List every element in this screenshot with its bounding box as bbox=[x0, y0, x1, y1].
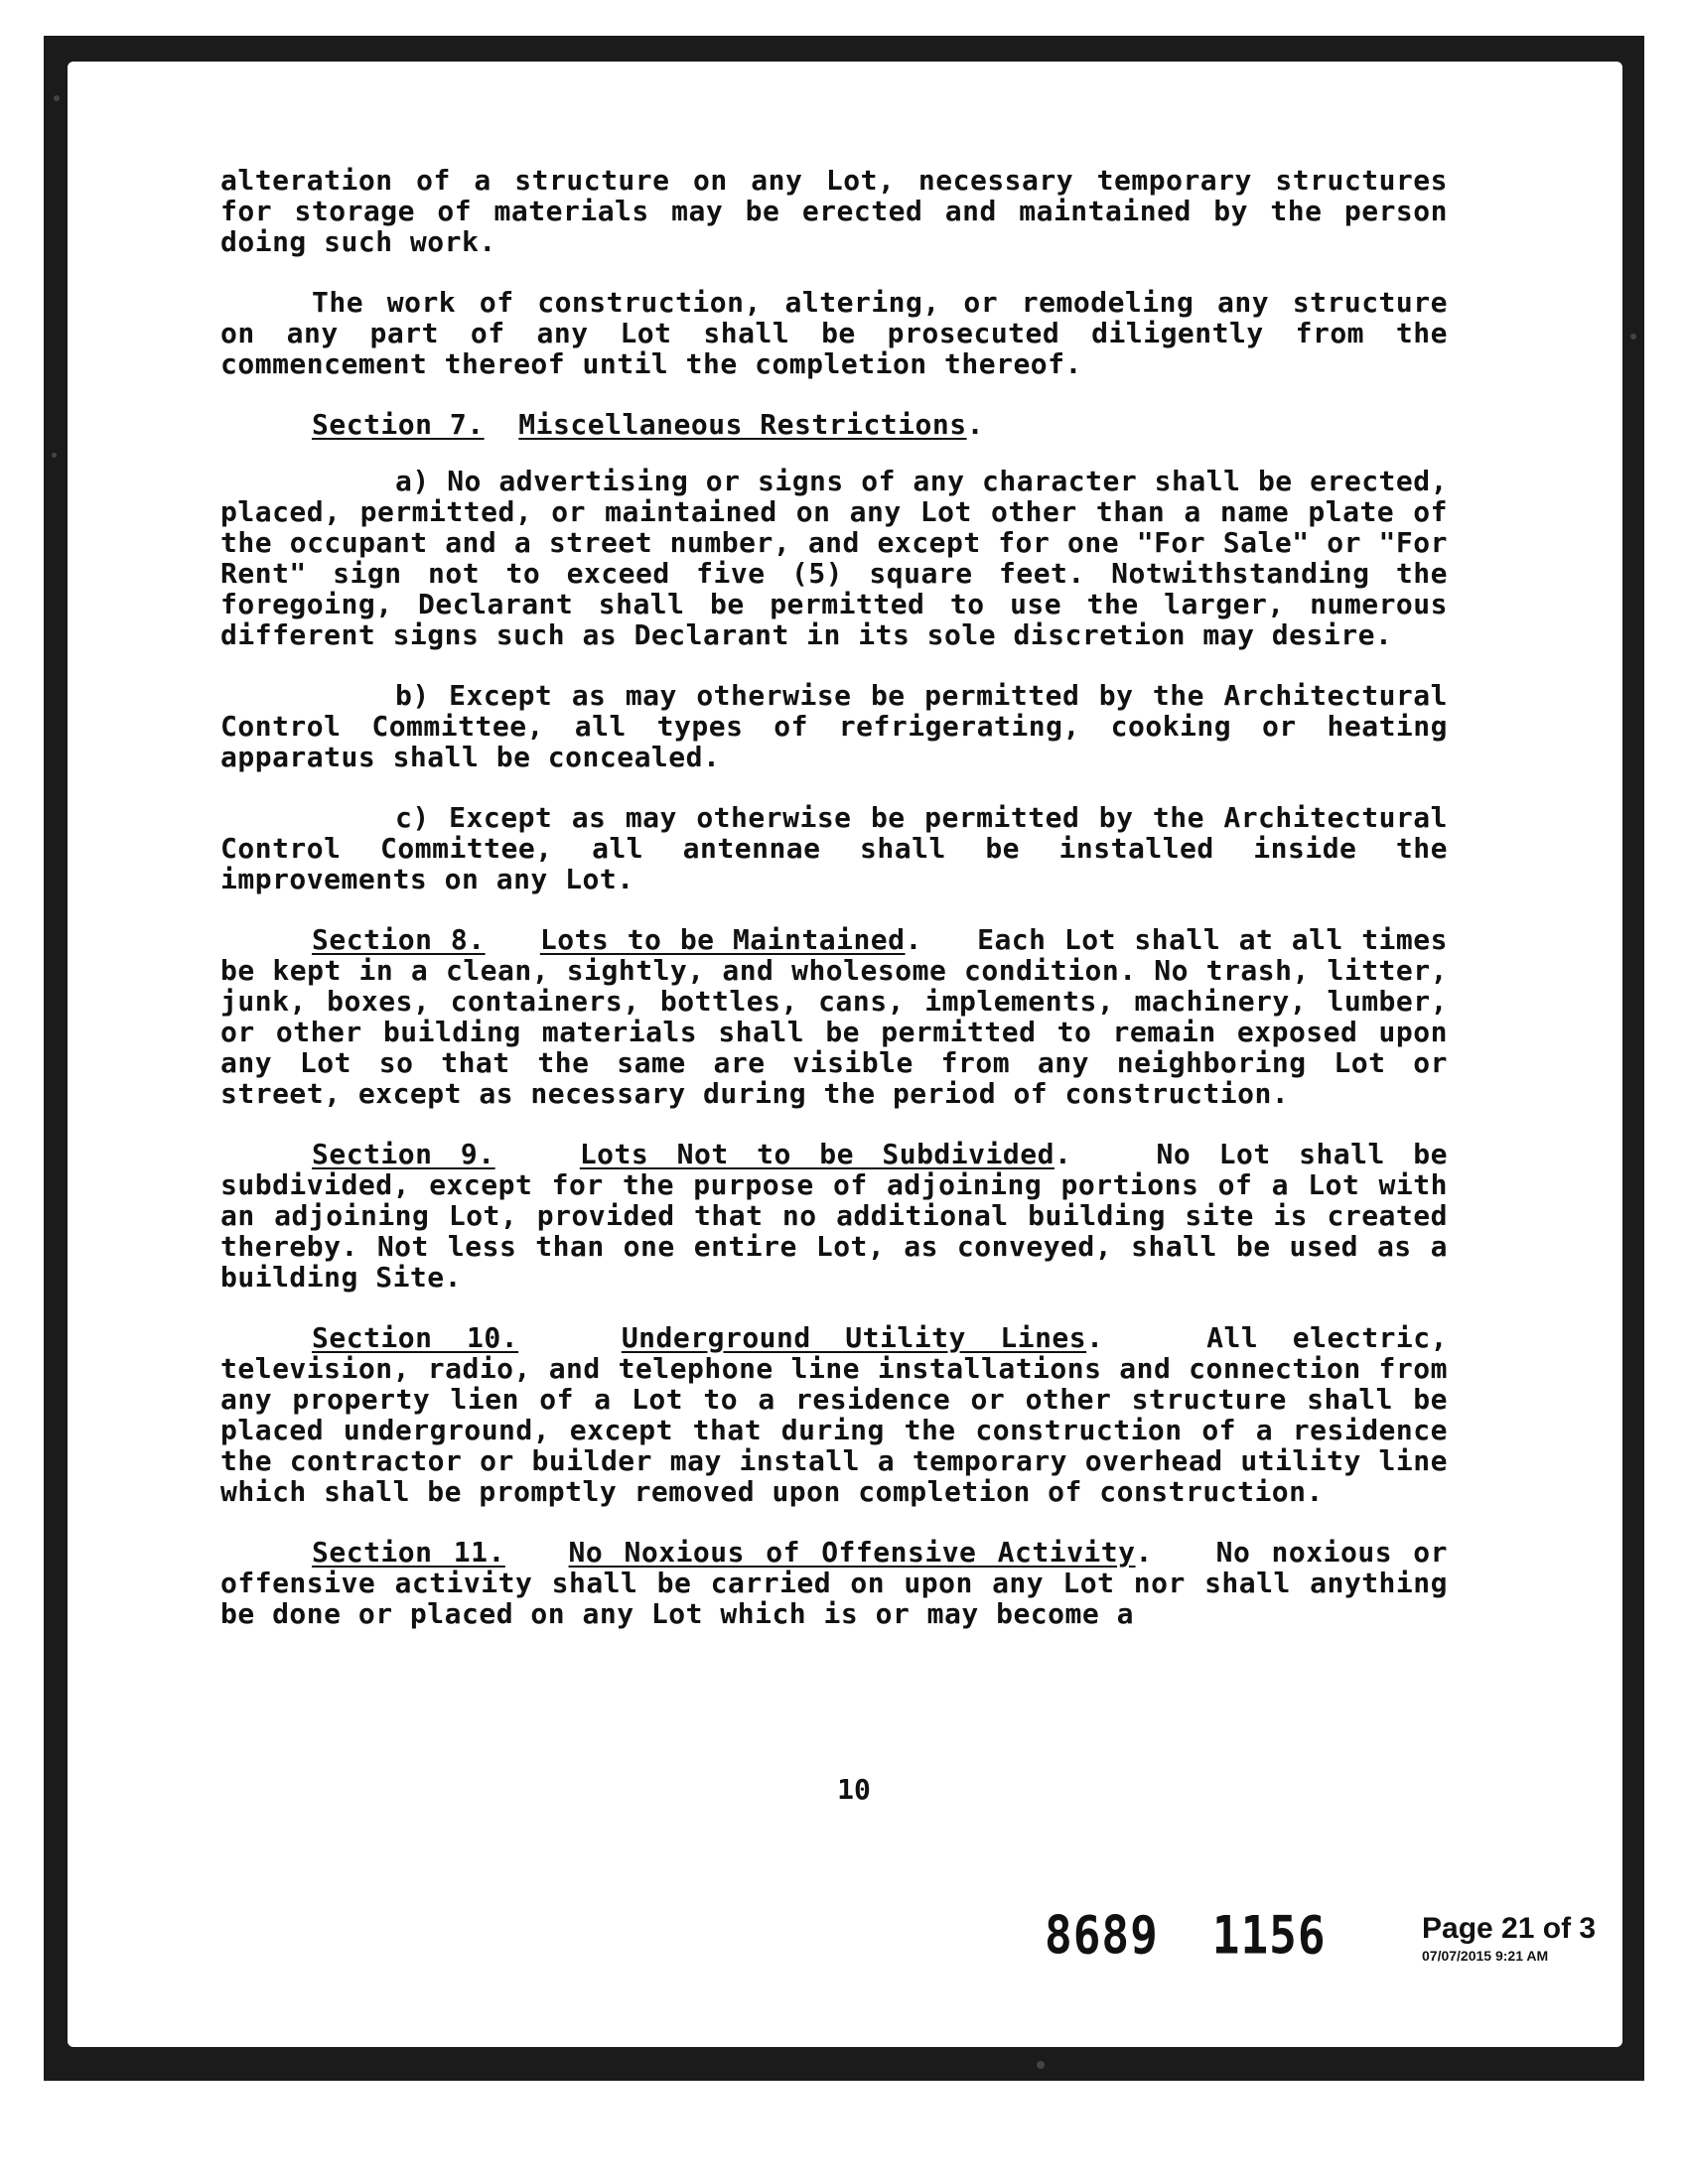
section-9: Section 9. Lots Not to be Subdivided. No Lot shall be subdivided, except for the purpose of adjoining portions of a Lot with an adjoining Lot, provided that no additional building site is created thereby. Not less than one entire Lot, as conveyed, shall be used as a building Site. bbox=[220, 1138, 1448, 1294]
section-8-body: Each Lot shall at all times be kept in a clean, sightly, and wholesome condition. No trash, litter, junk, boxes, containers, bottles, cans, implements, machinery, lumber, or other building materials shall be permitted to remain exposed upon any Lot so that the same are visible from any neighboring Lot or street, except as necessary during the period of construction. bbox=[220, 923, 1448, 1110]
recording-page: 1156 bbox=[1211, 1904, 1327, 1967]
section-8-title: Lots to be Maintained bbox=[539, 923, 906, 956]
recording-book: 8689 bbox=[1045, 1904, 1159, 1967]
recording-book-page bbox=[1045, 1904, 1380, 1966]
paragraph-alteration: alteration of a structure on any Lot, necessary temporary structures for storage of materials may be erected and maintained by the person doing such work. bbox=[220, 164, 1448, 258]
section-7-number: Section 7. bbox=[312, 408, 485, 441]
page-number: 10 bbox=[837, 1773, 871, 1806]
section-9-title: Lots Not to be Subdivided bbox=[579, 1138, 1055, 1170]
section-11-body: No noxious or offensive activity shall be carried on upon any Lot nor shall anything be done or placed on any Lot which is or may become a bbox=[220, 1536, 1449, 1630]
recording-stamp bbox=[1422, 1912, 1596, 1964]
section-8-number: Section 8. bbox=[312, 923, 486, 956]
stamp-timestamp: 07/07/2015 9:21 AM bbox=[1422, 1948, 1549, 1964]
section-11-number: Section 11. bbox=[312, 1536, 505, 1569]
section-10: Section 10. Underground Utility Lines. All electric, television, radio, and telephone line installations and connection from any property lien of a Lot to a residence or other structure shall be placed underground, except that during the construction of a residence the contractor or builder may install a temporary overhead utility line which shall be promptly removed upon completion of construction. bbox=[220, 1321, 1448, 1508]
section-7-heading: Section 7. Miscellaneous Restrictions. bbox=[312, 408, 984, 441]
section-10-title: Underground Utility Lines bbox=[621, 1321, 1087, 1354]
section-10-number: Section 10. bbox=[312, 1321, 519, 1354]
section-7-title: Miscellaneous Restrictions bbox=[518, 408, 967, 441]
section-9-number: Section 9. bbox=[312, 1138, 495, 1170]
document-body bbox=[220, 165, 1448, 1659]
section-11: Section 11. No Noxious of Offensive Activity. No noxious or offensive activity shall be carried on upon any Lot nor shall anything be done or placed on any Lot which is or may become a bbox=[220, 1536, 1449, 1630]
section-9-body: No Lot shall be subdivided, except for the purpose of adjoining portions of a Lot with an adjoining Lot, provided that no additional building site is created thereby. Not less than one entire Lot, as conveyed, shall be used as a building Site. bbox=[220, 1138, 1448, 1294]
section-7-item-a: a) No advertising or signs of any character shall be erected, placed, permitted, or maintained on any Lot other than a name plate of the occupant and a street number, and except for one "For Sale" or "For Rent" sign not to exceed five (5) square feet. Notwithstanding the foregoing, Declarant shall be permitted to use the larger, numerous different signs such as Declarant in its sole discretion may desire. bbox=[220, 465, 1448, 651]
section-8: Section 8. Lots to be Maintained. Each Lot shall at all times be kept in a clean, sightly, and wholesome condition. No trash, litter, junk, boxes, containers, bottles, cans, implements, machinery, lumber, or other building materials shall be permitted to remain exposed upon any Lot so that the same are visible from any neighboring Lot or street, except as necessary during the period of construction. bbox=[220, 923, 1448, 1110]
stamp-page-count: Page 21 of 3 bbox=[1422, 1912, 1597, 1945]
section-10-body: All electric, television, radio, and telephone line installations and connection from any property lien of a Lot to a residence or other structure shall be placed underground, except that during the construction of a residence the contractor or builder may install a temporary overhead utility line which shall be promptly removed upon completion of construction. bbox=[220, 1321, 1448, 1508]
section-7-item-c: c) Except as may otherwise be permitted by the Architectural Control Committee, all antennae shall be installed inside the improvements on any Lot. bbox=[220, 801, 1448, 895]
section-7-item-b: b) Except as may otherwise be permitted by the Architectural Control Committee, all types of refrigerating, cooking or heating apparatus shall be concealed. bbox=[220, 679, 1448, 773]
paragraph-construction: The work of construction, altering, or remodeling any structure on any part of any Lot shall be prosecuted diligently from the commencement thereof until the completion thereof. bbox=[220, 286, 1448, 380]
section-11-title: No Noxious of Offensive Activity bbox=[568, 1536, 1136, 1569]
